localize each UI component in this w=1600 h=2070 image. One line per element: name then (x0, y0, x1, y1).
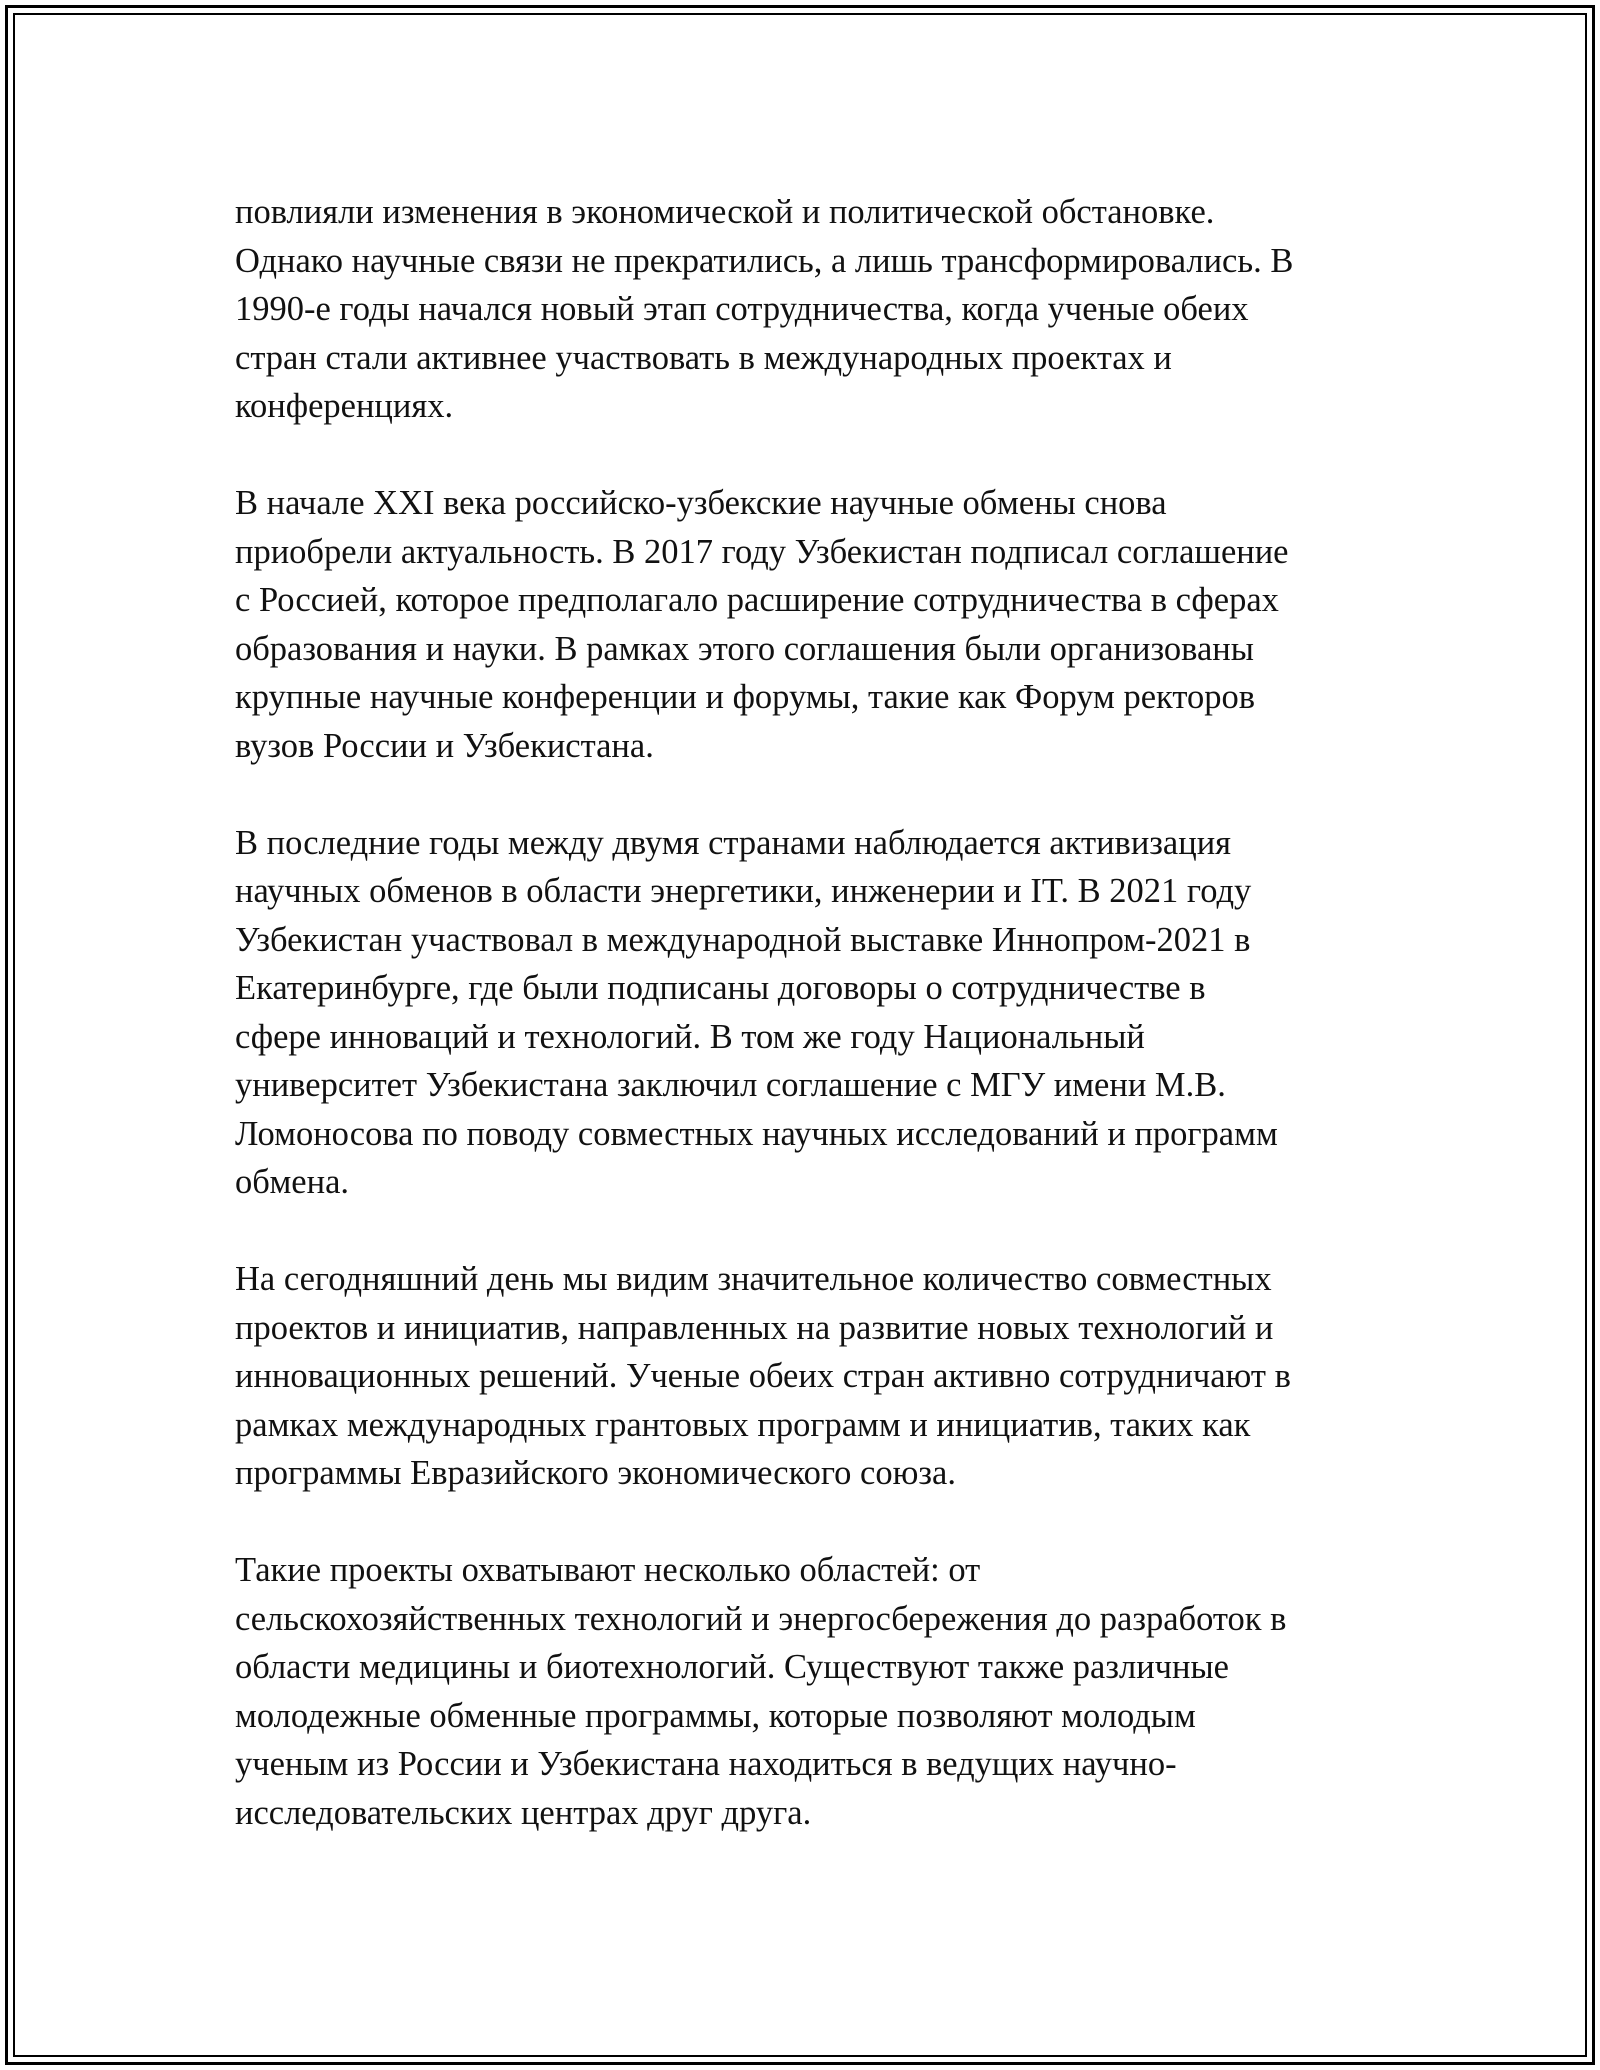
text-line: конференциях. (235, 387, 454, 425)
paragraph-2 (235, 479, 1380, 770)
text-line: университет Узбекистана заключил соглашение с МГУ имени М.В. (235, 1066, 1226, 1104)
text-line: с Россией, которое предполагало расширение сотрудничества в сферах (235, 581, 1279, 619)
text-line: В начале XXI века российско-узбекские научные обмены снова (235, 484, 1167, 522)
text-line: Екатеринбурге, где были подписаны договоры о сотрудничестве в (235, 969, 1206, 1007)
text-line: крупные научные конференции и форумы, такие как Форум ректоров (235, 678, 1256, 716)
document-body (235, 188, 1380, 1886)
text-line: вузов России и Узбекистана. (235, 726, 654, 765)
text-line: ученым из России и Узбекистана находиться в ведущих научно- (235, 1745, 1177, 1783)
paragraph-5 (235, 1546, 1380, 1837)
text-line: молодежные обменные программы, которые позволяют молодым (235, 1696, 1196, 1735)
text-line: области медицины и биотехнологий. Существуют также различные (235, 1648, 1229, 1686)
text-line: инновационных решений. Ученые обеих стран активно сотрудничают в (235, 1357, 1291, 1395)
text-line: научных обменов в области энергетики, инженерии и IT. В 2021 году (235, 872, 1252, 910)
text-line: Ломоносова по поводу совместных научных исследований и программ (235, 1114, 1278, 1153)
text-line: программы Евразийского экономического союза. (235, 1454, 956, 1492)
paragraph-3 (235, 819, 1380, 1207)
text-line: образования и науки. В рамках этого соглашения были организованы (235, 629, 1254, 668)
paragraph-1 (235, 188, 1380, 431)
text-line: Однако научные связи не прекратились, а лишь трансформировались. В (235, 241, 1294, 280)
text-line: проектов и инициатив, направленных на развитие новых технологий и (235, 1308, 1274, 1347)
text-line: На сегодняшний день мы видим значительное количество совместных (235, 1260, 1272, 1298)
text-line: сельскохозяйственных технологий и энергосбережения до разработок в (235, 1599, 1287, 1638)
text-line: стран стали активнее участвовать в международных проектах и (235, 338, 1172, 377)
text-line: 1990-е годы начался новый этап сотрудничества, когда ученые обеих (235, 290, 1249, 328)
text-line: исследовательских центрах друг друга. (235, 1793, 812, 1832)
paragraph-4 (235, 1255, 1380, 1498)
text-line: повлияли изменения в экономической и политической обстановке. (235, 193, 1215, 231)
text-line: приобрели актуальность. В 2017 году Узбекистан подписал соглашение (235, 532, 1289, 571)
text-line: сфере инноваций и технологий. В том же году Национальный (235, 1017, 1145, 1056)
text-line: рамках международных грантовых программ и инициатив, таких как (235, 1405, 1251, 1444)
text-line: обмена. (235, 1163, 350, 1201)
text-line: Узбекистан участвовал в международной выставке Иннопром-2021 в (235, 920, 1251, 959)
text-line: Такие проекты охватывают несколько областей: от (235, 1551, 981, 1589)
text-line: В последние годы между двумя странами наблюдается активизация (235, 823, 1232, 862)
